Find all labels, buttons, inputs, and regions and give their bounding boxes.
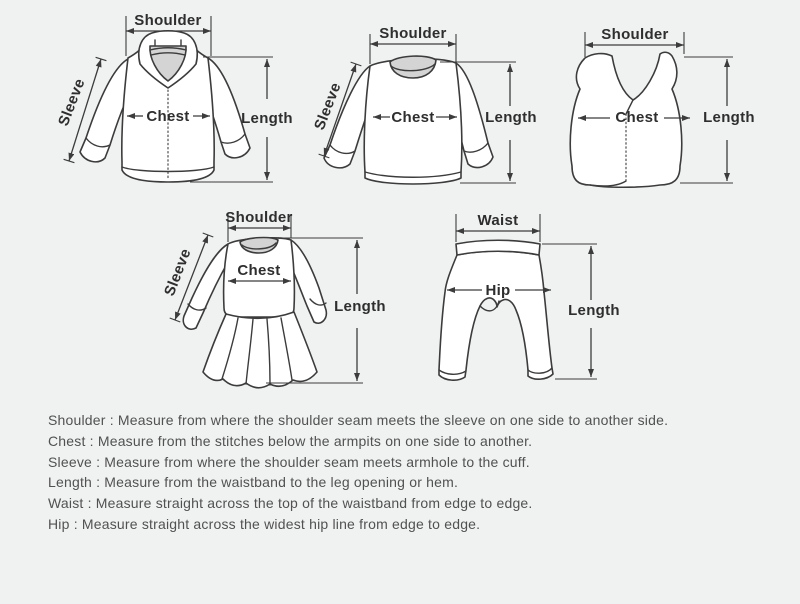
shoulder-dimension (585, 26, 684, 57)
waist-dimension (456, 212, 540, 242)
waist-label: Waist (477, 212, 519, 229)
dress-diagram (160, 200, 400, 400)
shoulder-label: Shoulder (601, 26, 669, 43)
chest-label: Chest (146, 108, 190, 125)
chest-label: Chest (237, 262, 281, 279)
measurement-instructions (48, 410, 668, 535)
shoulder-label: Shoulder (379, 25, 447, 42)
instruction-chest: Chest : Measure from the stitches below the armpits on one side to another. (48, 432, 533, 449)
instruction-length: Length : Measure from the waistband to the leg opening or hem. (48, 474, 459, 491)
sleeve-label: Sleeve (55, 76, 89, 129)
pants-diagram (420, 200, 660, 400)
chest-label: Chest (391, 109, 435, 126)
vest-diagram (560, 10, 800, 200)
hooded-jacket-diagram (40, 0, 305, 200)
length-label: Length (485, 109, 537, 126)
length-dimension (542, 244, 620, 379)
length-dimension (680, 57, 755, 183)
shoulder-label: Shoulder (225, 209, 293, 226)
shoulder-label: Shoulder (134, 12, 202, 29)
sleeve-label: Sleeve (311, 80, 345, 133)
length-label: Length (703, 109, 755, 126)
instruction-waist: Waist : Measure straight across the top of the waistband from edge to edge. (48, 495, 533, 512)
chest-label: Chest (615, 109, 659, 126)
instruction-hip: Hip : Measure straight across the widest hip line from edge to edge. (48, 515, 481, 532)
sleeve-label: Sleeve (161, 246, 195, 299)
hooded-jacket-drawing (80, 31, 250, 182)
sweatshirt-diagram (310, 10, 550, 200)
length-label: Length (568, 302, 620, 319)
pants-drawing (439, 240, 553, 380)
instruction-shoulder: Shoulder : Measure from where the shoulder seam meets the sleeve on one side to another side. (48, 412, 669, 428)
length-label: Length (334, 298, 386, 315)
length-label: Length (241, 110, 293, 127)
instruction-sleeve: Sleeve : Measure from where the shoulder seam meets armhole to the cuff. (48, 453, 530, 470)
dress-drawing (183, 238, 326, 388)
hip-label: Hip (485, 282, 511, 299)
